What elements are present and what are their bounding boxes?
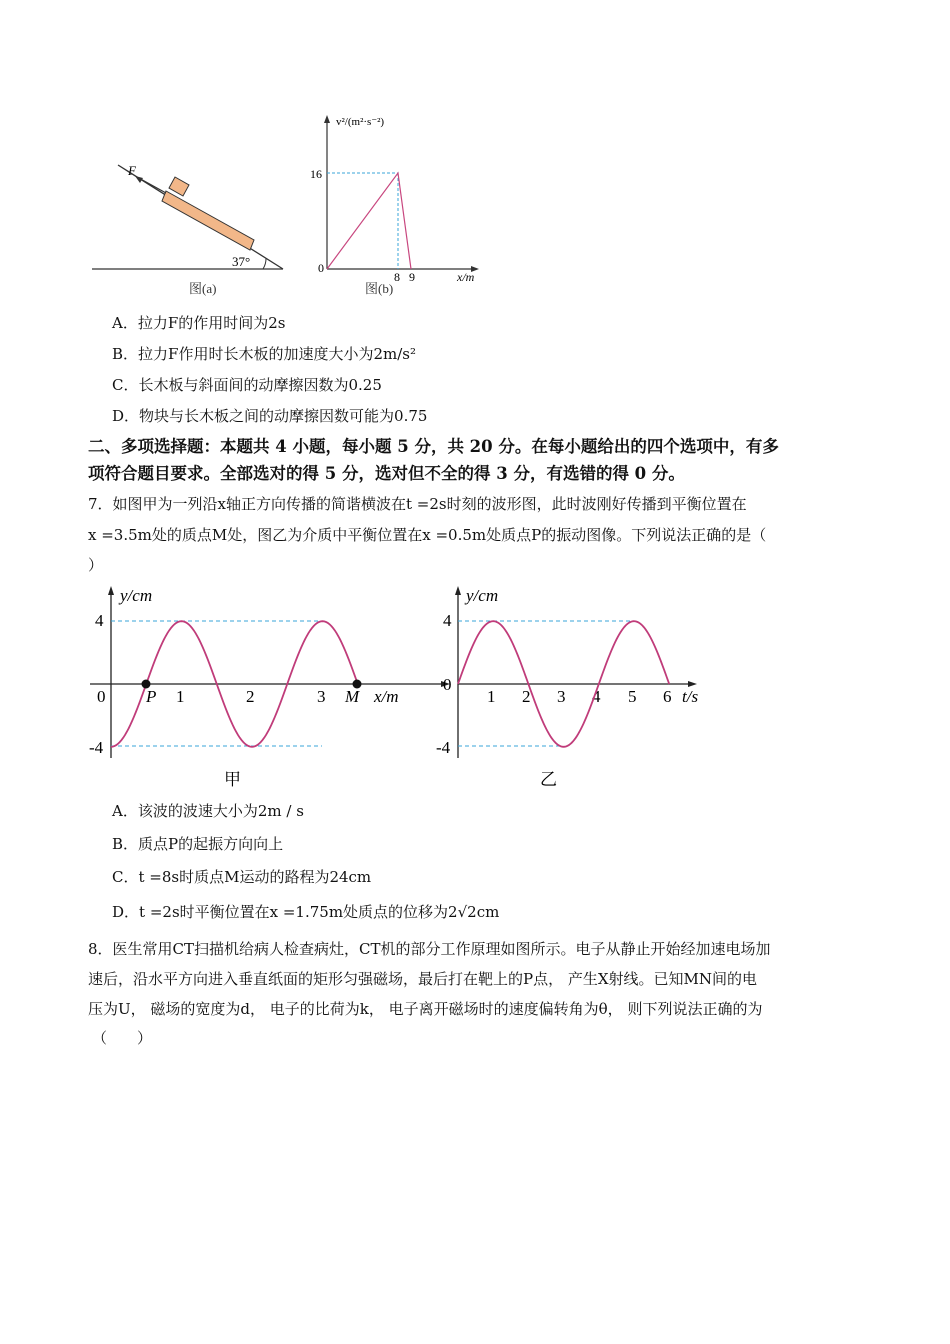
yi-caption: 乙: [540, 770, 557, 789]
q8-stem-line4: （ ）: [92, 1029, 153, 1047]
yi-xtick-6: 6: [663, 687, 672, 706]
y-axis-label: v²/(m²·s⁻²): [336, 116, 385, 128]
figure-q6: [80, 105, 500, 300]
figure-q7: [80, 578, 720, 793]
q7-option-c-label: C．: [112, 868, 139, 886]
y-axis-arrow: [324, 115, 330, 123]
jia-x-label: x/m: [374, 687, 399, 706]
yi-xtick-1: 1: [487, 687, 496, 706]
q6-option-a-text: 拉力F的作用时间为2s: [137, 314, 286, 332]
xtick-9: 9: [409, 270, 415, 284]
q6-option-a: [112, 313, 286, 333]
q6-option-c: [112, 375, 382, 395]
jia-y-arrow: [108, 586, 114, 595]
caption-a: 图(a): [189, 281, 217, 296]
section2-line2: 项符合题目要求。全部选对的得 5 分，选对但不全的得 3 分，有选错的得 0 分。: [88, 464, 685, 483]
wave-chart-jia: [89, 586, 450, 789]
jia-ytick-neg4: -4: [89, 738, 104, 757]
caption-b: 图(b): [365, 281, 394, 296]
yi-xtick-4: 4: [592, 687, 601, 706]
point-p-label: P: [146, 687, 157, 706]
ytick-16: 16: [310, 167, 322, 181]
yi-y-label: y/cm: [466, 586, 499, 605]
jia-y-label: y/cm: [120, 586, 153, 605]
jia-xtick-0: 0: [97, 687, 106, 706]
q7-option-a: [112, 801, 304, 821]
yi-xtick-0: 0: [443, 675, 452, 694]
jia-ytick-4: 4: [95, 611, 104, 630]
vibration-chart-yi: [436, 586, 698, 789]
q6-option-c-label: C．: [112, 376, 139, 394]
q6-option-d: [112, 406, 427, 426]
angle-label: 37°: [232, 254, 251, 269]
q7-option-b-label: B．: [112, 835, 139, 853]
section2-line1: 二、多项选择题：本题共 4 小题，每小题 5 分，共 20 分。在每小题给出的四个选项中，有多: [88, 437, 779, 456]
q6-option-a-label: A．: [112, 314, 138, 332]
q7-option-c: [112, 867, 371, 887]
v2-x-graph: [310, 115, 479, 296]
q7-option-d-label: D．: [112, 903, 140, 921]
xtick-8: 8: [394, 270, 400, 284]
q6-option-b-label: B．: [112, 345, 139, 363]
x-axis-label: x/m: [457, 270, 475, 284]
q6-option-d-text: 物块与长木板之间的动摩擦因数可能为0.75: [139, 407, 428, 425]
q7-stem-line2: x =3.5m处的质点M处，图乙为介质中平衡位置在x =0.5m处质点P的振动图像。下列说法正确的是（: [88, 526, 767, 544]
jia-caption: 甲: [224, 770, 241, 789]
block: [169, 177, 189, 196]
yi-xtick-5: 5: [628, 687, 637, 706]
origin-label: 0: [318, 261, 324, 275]
incline-figure: [92, 163, 283, 296]
jia-xtick-3: 3: [317, 687, 326, 706]
q7-option-c-text: t =8s时质点M运动的路程为24cm: [138, 868, 372, 886]
force-arrowhead: [135, 176, 143, 183]
q7-option-a-text: 该波的波速大小为2m / s: [137, 802, 304, 820]
yi-y-arrow: [455, 586, 461, 595]
q6-option-d-label: D．: [112, 407, 140, 425]
q6-option-b-text: 拉力F作用时长木板的加速度大小为2m/s²: [138, 345, 416, 363]
q7-option-d: [112, 902, 499, 922]
q7-stem-line1: 7．如图甲为一列沿x轴正方向传播的简谐横波在t =2s时刻的波形图，此时波刚好传播到平衡位置在: [88, 495, 747, 513]
angle-arc: [263, 258, 266, 269]
long-board: [162, 191, 254, 250]
point-m-label: M: [345, 687, 360, 706]
q8-stem-line3: 压为U， 磁场的宽度为d， 电子的比荷为k， 电子离开磁场时的速度偏转角为θ， 则下列说法正确的为: [88, 1000, 763, 1018]
q7-option-b: [112, 834, 283, 854]
q7-option-d-text: t =2s时平衡位置在x =1.75m处质点的位移为2√2cm: [139, 903, 500, 921]
q7-option-a-label: A．: [112, 802, 138, 820]
q7-option-b-text: 质点P的起振方向向上: [138, 835, 284, 853]
yi-ytick-neg4: -4: [436, 738, 451, 757]
q7-stem-line3: ）: [88, 556, 104, 574]
force-label: F: [128, 163, 136, 178]
jia-xtick-1: 1: [176, 687, 185, 706]
yi-x-label: t/s: [682, 687, 699, 706]
q6-option-c-text: 长木板与斜面间的动摩擦因数为0.25: [138, 376, 382, 394]
jia-xtick-2: 2: [246, 687, 255, 706]
q8-stem-line1: 8．医生常用CT扫描机给病人检查病灶，CT机的部分工作原理如图所示。电子从静止开始经加速电场加: [88, 940, 771, 958]
yi-xtick-3: 3: [557, 687, 566, 706]
q8-stem-line2: 速后，沿水平方向进入垂直纸面的矩形匀强磁场，最后打在靶上的P点， 产生X射线。已知MN间的电: [88, 970, 758, 988]
q6-option-b: [112, 344, 416, 364]
yi-ytick-4: 4: [443, 611, 452, 630]
yi-xtick-2: 2: [522, 687, 531, 706]
